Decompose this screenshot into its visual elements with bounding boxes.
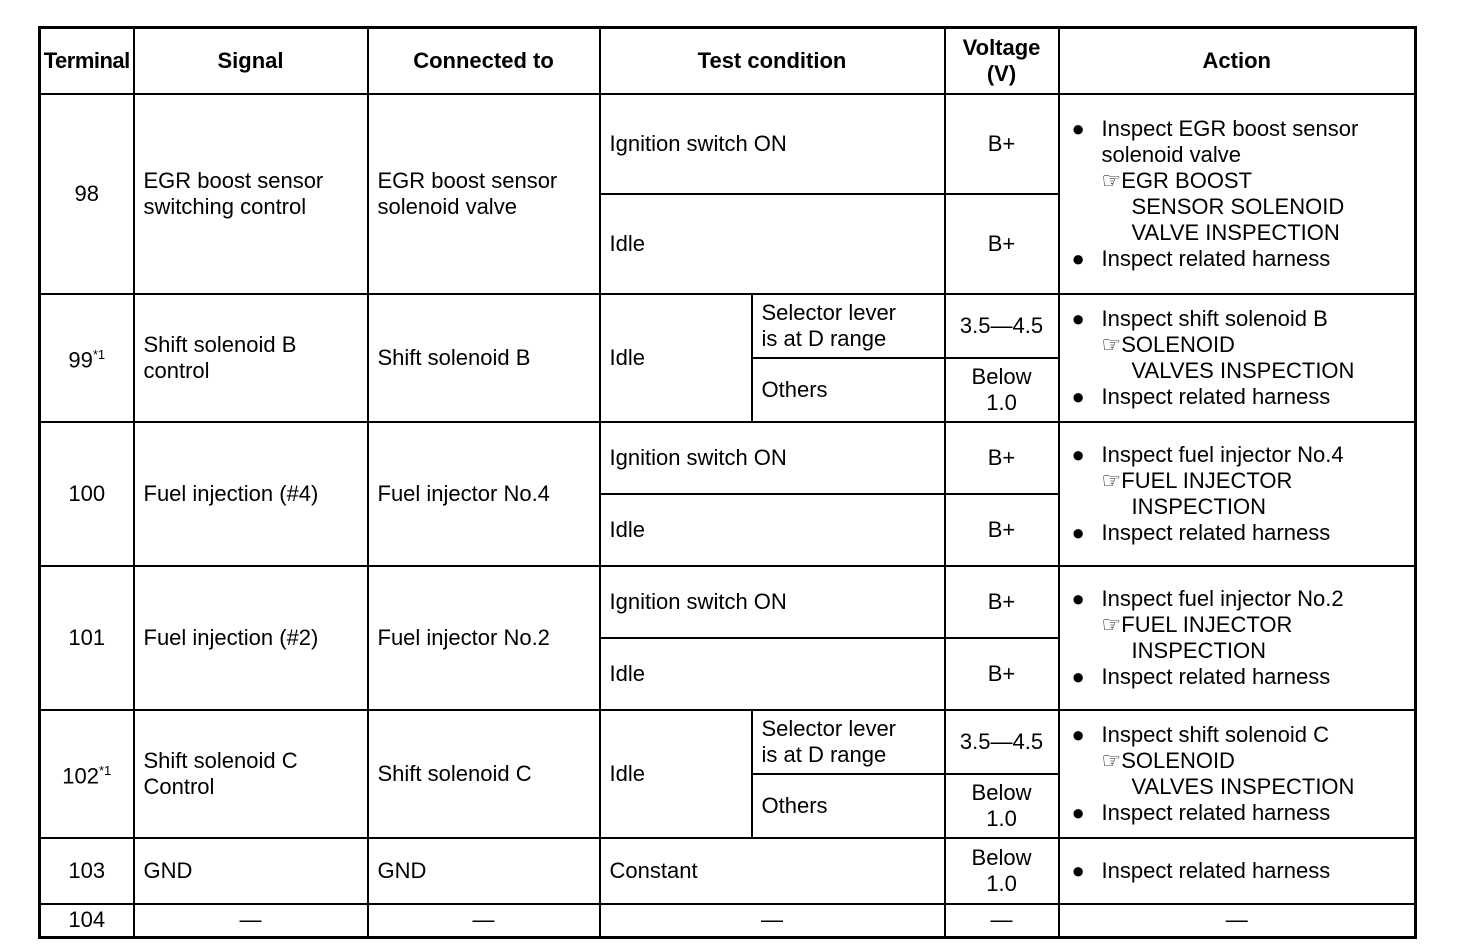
- header-voltage-label: Voltage: [962, 34, 1041, 60]
- reference-text: VALVE INSPECTION: [1131, 219, 1340, 245]
- sub-condition-cell: Others: [752, 774, 945, 838]
- terminal-cell: 101: [40, 566, 134, 710]
- condition-cell: Constant: [600, 838, 945, 904]
- action-cell: [1059, 294, 1416, 422]
- bullet-icon: ●: [1071, 585, 1085, 611]
- reference-text: VALVES INSPECTION: [1131, 357, 1355, 383]
- action-text: Inspect shift solenoid C: [1101, 721, 1329, 747]
- action-cell: —: [1059, 904, 1416, 938]
- sub-condition-line: is at D range: [761, 741, 887, 767]
- sub-condition-cell: [752, 710, 945, 774]
- action-cell: [1059, 422, 1416, 566]
- voltage-cell: B+: [945, 422, 1059, 494]
- condition-cell: Ignition switch ON: [600, 422, 945, 494]
- signal-cell: Fuel injection (#2): [134, 566, 368, 710]
- connected-cell: Fuel injector No.2: [368, 566, 600, 710]
- bullet-icon: ●: [1071, 115, 1085, 141]
- condition-cell: Idle: [600, 638, 945, 710]
- voltage-line: 1.0: [986, 805, 1017, 831]
- condition-cell: Idle: [600, 294, 752, 422]
- action-item: [1072, 384, 1411, 410]
- terminal-cell: [40, 710, 134, 838]
- voltage-cell: [945, 838, 1059, 904]
- bullet-icon: ●: [1071, 663, 1085, 689]
- voltage-cell: [945, 358, 1059, 422]
- header-terminal: Terminal: [40, 28, 134, 94]
- connected-cell: Fuel injector No.4: [368, 422, 600, 566]
- table-row: [40, 710, 1416, 774]
- header-test-condition: Test condition: [600, 28, 945, 94]
- signal-cell: GND: [134, 838, 368, 904]
- action-item: [1072, 520, 1411, 546]
- sub-condition-line: Selector lever: [761, 715, 897, 741]
- table-row: [40, 838, 1416, 904]
- signal-line: control: [143, 357, 210, 383]
- voltage-cell: B+: [945, 494, 1059, 566]
- header-row: [40, 28, 1416, 94]
- bullet-icon: ●: [1071, 519, 1085, 545]
- connected-line: EGR boost sensor: [377, 167, 558, 193]
- signal-line: Shift solenoid B: [143, 331, 297, 357]
- action-item: [1072, 664, 1411, 690]
- pointing-hand-icon: ☞: [1101, 467, 1122, 493]
- action-text: Inspect related harness: [1101, 245, 1331, 271]
- action-list: [1072, 586, 1411, 690]
- connected-cell: Shift solenoid B: [368, 294, 600, 422]
- table-row: [40, 904, 1416, 938]
- bullet-icon: ●: [1071, 383, 1085, 409]
- action-text: Inspect related harness: [1101, 799, 1331, 825]
- reference-link[interactable]: [1102, 332, 1411, 358]
- reference-text: EGR BOOST: [1121, 167, 1253, 193]
- bullet-icon: ●: [1071, 305, 1085, 331]
- terminal-signal-table: [38, 26, 1417, 939]
- action-list: [1072, 306, 1411, 410]
- action-item: [1072, 116, 1411, 246]
- reference-text: FUEL INJECTOR: [1121, 611, 1293, 637]
- table-row: [40, 94, 1416, 194]
- reference-text: SOLENOID: [1121, 331, 1235, 357]
- table-row: [40, 294, 1416, 358]
- terminal-cell: [40, 294, 134, 422]
- signal-cell: Fuel injection (#4): [134, 422, 368, 566]
- terminal-note: *1: [98, 762, 112, 778]
- connected-cell: —: [368, 904, 600, 938]
- action-cell: [1059, 710, 1416, 838]
- terminal-cell: 103: [40, 838, 134, 904]
- reference-link[interactable]: [1102, 748, 1411, 774]
- sub-condition-cell: Others: [752, 358, 945, 422]
- action-item: [1072, 306, 1411, 384]
- action-text: Inspect fuel injector No.4: [1101, 441, 1344, 467]
- voltage-cell: B+: [945, 638, 1059, 710]
- header-voltage: [945, 28, 1059, 94]
- condition-cell: —: [600, 904, 945, 938]
- bullet-icon: ●: [1071, 799, 1085, 825]
- reference-text: INSPECTION: [1131, 637, 1266, 663]
- header-action: Action: [1059, 28, 1416, 94]
- action-text: Inspect EGR boost sensor: [1101, 115, 1359, 141]
- bullet-icon: ●: [1071, 441, 1085, 467]
- signal-cell: [134, 94, 368, 294]
- signal-cell: [134, 294, 368, 422]
- action-item: [1072, 722, 1411, 800]
- bullet-icon: ●: [1071, 245, 1085, 271]
- connected-cell: Shift solenoid C: [368, 710, 600, 838]
- connected-cell: GND: [368, 838, 600, 904]
- signal-line: Shift solenoid C: [143, 747, 298, 773]
- action-item: [1072, 858, 1411, 884]
- header-signal: Signal: [134, 28, 368, 94]
- header-connected-to: Connected to: [368, 28, 600, 94]
- signal-line: switching control: [143, 193, 307, 219]
- action-text: Inspect related harness: [1101, 383, 1331, 409]
- action-item: [1072, 800, 1411, 826]
- sub-condition-cell: [752, 294, 945, 358]
- signal-cell: —: [134, 904, 368, 938]
- bullet-icon: ●: [1071, 857, 1085, 883]
- voltage-cell: 3.5—4.5: [945, 294, 1059, 358]
- action-list: [1072, 722, 1411, 826]
- reference-link[interactable]: [1102, 612, 1411, 638]
- table-row: [40, 422, 1416, 494]
- pointing-hand-icon: ☞: [1101, 167, 1122, 193]
- terminal-number: 102: [62, 763, 99, 789]
- terminal-cell: 98: [40, 94, 134, 294]
- signal-line: Control: [143, 773, 215, 799]
- condition-cell: Idle: [600, 194, 945, 294]
- header-voltage-unit: (V): [986, 60, 1017, 86]
- voltage-cell: —: [945, 904, 1059, 938]
- voltage-cell: 3.5—4.5: [945, 710, 1059, 774]
- pointing-hand-icon: ☞: [1101, 331, 1122, 357]
- action-list: [1072, 116, 1411, 272]
- action-cell: [1059, 838, 1416, 904]
- reference-text: FUEL INJECTOR: [1121, 467, 1293, 493]
- reference-text: INSPECTION: [1131, 493, 1266, 519]
- table-row: [40, 566, 1416, 638]
- action-text: solenoid valve: [1101, 141, 1241, 167]
- action-cell: [1059, 566, 1416, 710]
- action-text: Inspect fuel injector No.2: [1101, 585, 1344, 611]
- reference-text: SENSOR SOLENOID: [1131, 193, 1345, 219]
- voltage-cell: B+: [945, 194, 1059, 294]
- condition-cell: Idle: [600, 710, 752, 838]
- voltage-cell: B+: [945, 566, 1059, 638]
- action-list: [1072, 858, 1411, 884]
- voltage-line: 1.0: [986, 389, 1017, 415]
- action-item: [1072, 442, 1411, 520]
- pointing-hand-icon: ☞: [1101, 611, 1122, 637]
- condition-cell: Ignition switch ON: [600, 94, 945, 194]
- terminal-cell: 100: [40, 422, 134, 566]
- reference-text: VALVES INSPECTION: [1131, 773, 1355, 799]
- action-cell: [1059, 94, 1416, 294]
- reference-text: SOLENOID: [1121, 747, 1235, 773]
- action-list: [1072, 442, 1411, 546]
- connected-cell: [368, 94, 600, 294]
- reference-link[interactable]: [1102, 168, 1411, 194]
- action-text: Inspect related harness: [1101, 519, 1331, 545]
- action-item: [1072, 586, 1411, 664]
- signal-cell: [134, 710, 368, 838]
- voltage-line: 1.0: [986, 870, 1017, 896]
- condition-cell: Idle: [600, 494, 945, 566]
- pointing-hand-icon: ☞: [1101, 747, 1122, 773]
- action-text: Inspect related harness: [1101, 857, 1331, 883]
- terminal-number: 99: [68, 347, 93, 373]
- voltage-cell: [945, 774, 1059, 838]
- connected-line: solenoid valve: [377, 193, 517, 219]
- condition-cell: Ignition switch ON: [600, 566, 945, 638]
- sub-condition-line: is at D range: [761, 325, 887, 351]
- sub-condition-line: Selector lever: [761, 299, 897, 325]
- terminal-cell: 104: [40, 904, 134, 938]
- voltage-line: Below: [971, 844, 1032, 870]
- action-item: [1072, 246, 1411, 272]
- voltage-line: Below: [971, 779, 1032, 805]
- voltage-line: Below: [971, 363, 1032, 389]
- reference-link[interactable]: [1102, 468, 1411, 494]
- terminal-note: *1: [92, 346, 106, 362]
- signal-line: EGR boost sensor: [143, 167, 324, 193]
- action-text: Inspect shift solenoid B: [1101, 305, 1328, 331]
- action-text: Inspect related harness: [1101, 663, 1331, 689]
- voltage-cell: B+: [945, 94, 1059, 194]
- bullet-icon: ●: [1071, 721, 1085, 747]
